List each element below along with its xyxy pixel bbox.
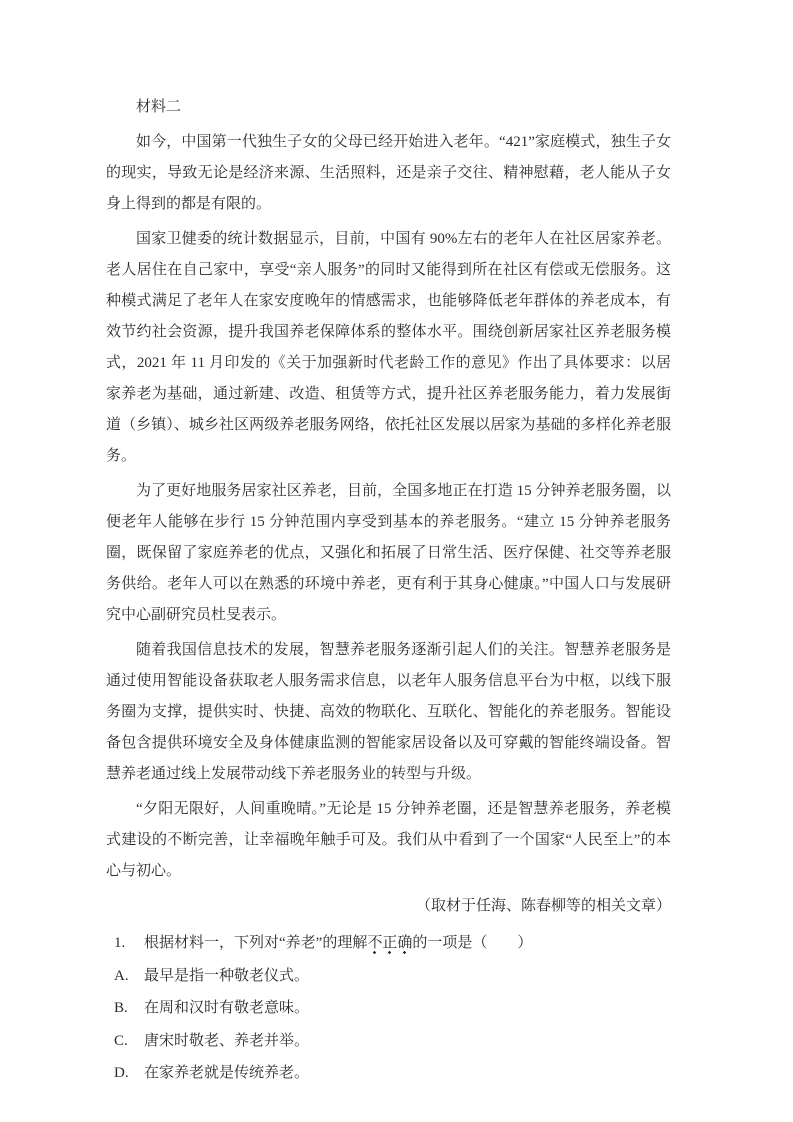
material-two-heading: 材料二 <box>136 99 182 115</box>
paragraph-family-model: 如今，中国第一代独生子女的父母已经开始进入老年。“421”家庭模式，独生子女的现实，导致无论是经济来源、生活照料，还是亲子交往、精神慰藉，老人能从子女身上得到的都是有限的。 <box>106 134 671 212</box>
question-1-stem <box>114 927 671 960</box>
option-d-row <box>114 1057 671 1090</box>
paragraph-15-minute-service-circle: 为了更好地服务居家社区养老，目前，全国多地正在打造 15 分钟养老服务圈，以便老年人能够在步行 15 分钟范围内享受到基本的养老服务。“建立 15 分钟养老服务圈，既保留了家庭养老的优点，又强化和拓展了日常生活、医疗保健、社交等养老服务供给。老年人可以在熟悉的环境中养老，更有利于其身心健康。”中国人口与发展研究中心副研究员杜旻表示。 <box>106 483 671 623</box>
attribution-line: （取材于任海、陈春柳等的相关文章） <box>415 898 671 914</box>
option-b-text: 在周和汉时有敬老意味。 <box>144 1000 310 1016</box>
option-c-text: 唐宋时敬老、养老并举。 <box>144 1032 310 1049</box>
option-a-row <box>114 960 671 993</box>
paragraph-conclusion: “夕阳无限好，人间重晚晴。”无论是 15 分钟养老圈，还是智慧养老服务，养老模式建设的不断完善，让幸福晚年触手可及。我们从中看到了一个国家“人民至上”的本心与初心。 <box>106 801 671 879</box>
question-1-block <box>106 927 671 1090</box>
option-b-label: B. <box>114 1000 128 1016</box>
option-c-row <box>114 1025 671 1058</box>
option-d-label: D. <box>114 1065 129 1081</box>
question-1-text-before: 根据材料一，下列对“养老”的理解 <box>144 935 368 951</box>
option-c-label: C. <box>114 1032 128 1049</box>
option-a-text: 最早是指一种敬老仪式。 <box>144 967 310 984</box>
question-1-emphasized-text: 不正确 <box>367 935 412 955</box>
question-1-number: 1. <box>114 935 126 951</box>
option-d-text: 在家养老就是传统养老。 <box>144 1065 310 1081</box>
text-content <box>106 92 671 1090</box>
option-a-label: A. <box>114 967 129 984</box>
option-b-row <box>114 992 671 1025</box>
paragraph-smart-elderly-care: 随着我国信息技术的发展，智慧养老服务逐渐引起人们的关注。智慧养老服务是通过使用智能设备获取老人服务需求信息，以老年人服务信息平台为中枢，以线下服务圈为支撑，提供实时、快捷、高效的物联化、互联化、智能化的养老服务。智能设备包含提供环境安全及身体健康监测的智能家居设备以及可穿戴的智能终端设备。智慧养老通过线上发展带动线下养老服务业的转型与升级。 <box>106 642 671 782</box>
paragraph-community-home-care: 国家卫健委的统计数据显示，目前，中国有 90%左右的老年人在社区居家养老。老人居住在自己家中，享受“亲人服务”的同时又能得到所在社区有偿或无偿服务。这种模式满足了老年人在家安度晚年的情感需求，也能够降低老年群体的养老成本，有效节约社会资源，提升我国养老保障体系的整体水平。围绕创新居家社区养老服务模式，2021 年 11 月印发的《关于加强新时代老龄工作的意见》作出了具体要求：以居家养老为基础，通过新建、改造、租赁等方式，提升社区养老服务能力，着力发展街道（乡镇）、城乡社区两级养老服务网络，依托社区发展以居家为基础的多样化养老服务。 <box>106 231 671 464</box>
question-1-text-after: 的一项是（ ） <box>412 935 533 951</box>
